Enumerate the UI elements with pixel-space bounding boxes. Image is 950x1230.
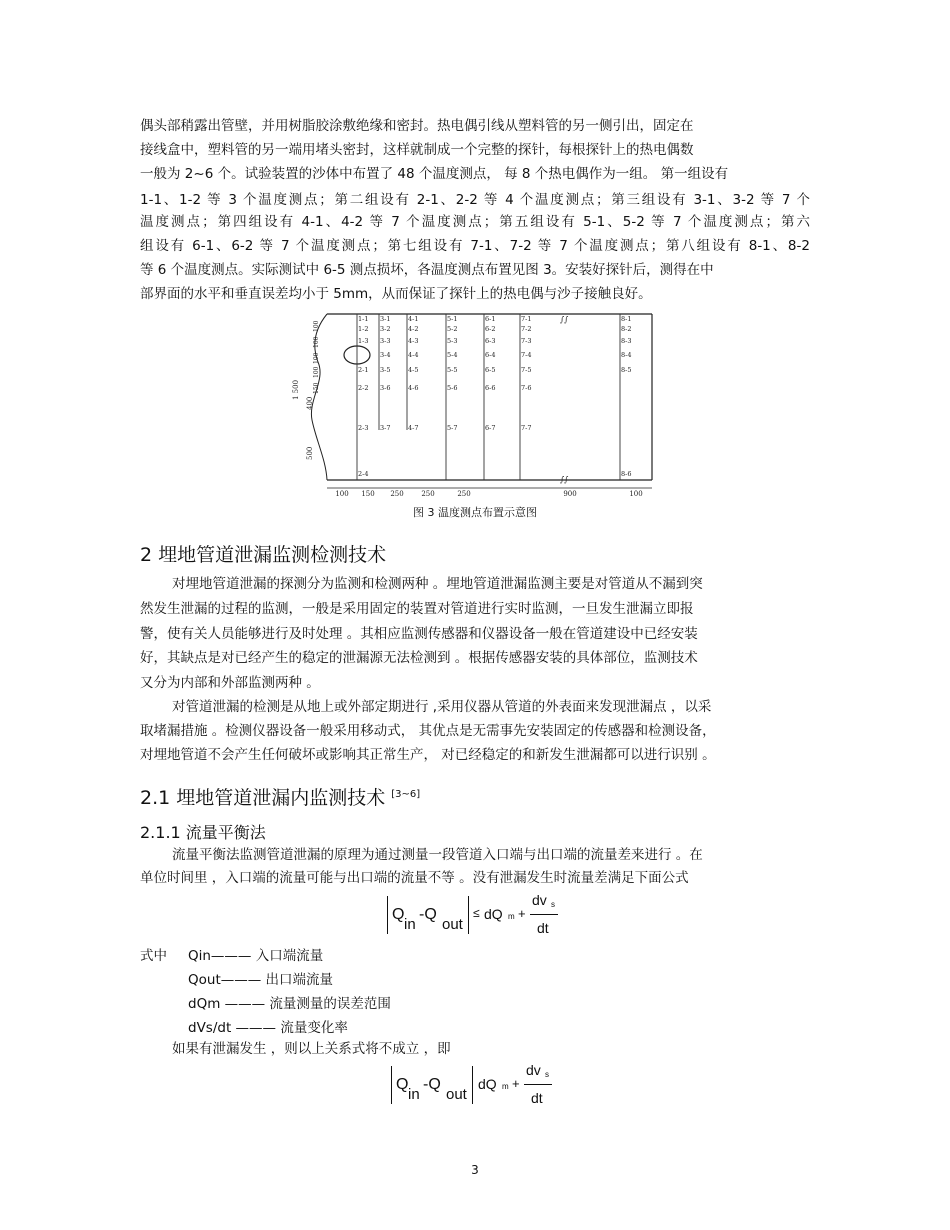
eq-num: dv	[532, 892, 547, 908]
definition: dQm ——— 流量测量的误差范围	[188, 996, 391, 1012]
point-label: 4-4	[408, 351, 419, 359]
point-label: 4-5	[408, 366, 419, 374]
dim-label: 150	[361, 490, 375, 498]
text-line: 又分为内部和外部监测两种 。	[140, 675, 320, 691]
point-label: 1-3	[358, 337, 369, 345]
dim-label: 150	[313, 382, 320, 394]
point-label: 3-2	[380, 325, 391, 333]
eq-dq: dQ	[484, 906, 503, 922]
text-line: 单位时间里 ，入口端的流量可能与出口端的流量不等 。没有泄漏发生时流量差满足下面公式	[140, 870, 689, 886]
definition: dVs/dt ——— 流量变化率	[188, 1020, 348, 1036]
equation-2	[388, 1062, 588, 1112]
point-label: 4-2	[408, 325, 419, 333]
point-label: 8-3	[621, 337, 632, 345]
point-label: 5-1	[447, 315, 458, 323]
point-label: 5-2	[447, 325, 458, 333]
section-heading: 2 埋地管道泄漏监测检测技术	[140, 544, 387, 566]
point-label: 6-7	[485, 424, 496, 432]
point-label: 4-3	[408, 337, 419, 345]
text-line: 好，其缺点是对已经产生的稳定的泄漏源无法检测到 。根据传感器安装的具体部位，监测技术	[140, 650, 698, 666]
eq-minus-q: -Q	[419, 906, 437, 923]
text-line: 取堵漏措施 。检测仪器设备一般采用移动式， 其优点是无需事先安装固定的传感器和检测设备，	[140, 723, 716, 739]
intro-line: 等 6 个温度测点。实际测试中 6-5 测点损坏，各温度测点布置见图 3。安装好探针后，测得在中	[140, 262, 714, 278]
dim-label: 100	[313, 366, 320, 378]
point-label: 3-5	[380, 366, 391, 374]
point-label: 3-7	[380, 424, 391, 432]
point-label: 6-5	[485, 366, 496, 374]
eq-sub-out: out	[446, 1086, 467, 1103]
eq-sub-s: s	[551, 900, 555, 909]
point-label: 2-3	[358, 424, 369, 432]
dim-label: 100	[335, 490, 349, 498]
point-label: 8-2	[621, 325, 632, 333]
point-label: 6-1	[485, 315, 496, 323]
eq-q: Q	[396, 1076, 409, 1093]
point-label: 3-1	[380, 315, 391, 323]
point-label: 3-6	[380, 384, 391, 392]
point-label: 4-6	[408, 384, 419, 392]
intro-line: 接线盒中，塑料管的另一端用堵头密封，这样就制成一个完整的探针，每根探针上的热电偶数	[140, 142, 694, 158]
point-label: 7-3	[521, 337, 532, 345]
eq-sub-m: m	[502, 1082, 509, 1091]
dim-label: 1 500	[292, 379, 300, 400]
eq-dq: dQ	[478, 1076, 497, 1092]
svg-text:∫∫: ∫∫	[560, 315, 569, 324]
dim-label: 250	[457, 490, 471, 498]
point-label: 3-4	[380, 351, 391, 359]
point-label: 5-4	[447, 351, 458, 359]
subsection-heading: 2.1.1 流量平衡法	[140, 823, 266, 842]
point-label: 5-6	[447, 384, 458, 392]
dim-label: 250	[421, 490, 435, 498]
eq-sub-in: in	[404, 916, 416, 933]
svg-text:∫∫: ∫∫	[560, 475, 569, 484]
point-label: 6-2	[485, 325, 496, 333]
definition: Qin——— 入口端流量	[188, 948, 324, 964]
point-label: 7-7	[521, 424, 532, 432]
figure-3-diagram	[292, 310, 662, 500]
dim-label: 400	[306, 396, 314, 410]
point-label: 6-3	[485, 337, 496, 345]
definition: Qout——— 出口端流量	[188, 972, 334, 988]
point-label: 7-2	[521, 325, 532, 333]
point-label: 7-1	[521, 315, 532, 323]
equation-1	[384, 892, 584, 942]
eq-q: Q	[392, 906, 405, 923]
eq-sub-s: s	[545, 1070, 549, 1079]
point-label: 8-4	[621, 351, 632, 359]
dim-label: 900	[563, 490, 577, 498]
eq-den: dt	[531, 1090, 543, 1106]
section-heading	[140, 783, 420, 810]
point-label: 4-1	[408, 315, 419, 323]
point-label: 3-3	[380, 337, 391, 345]
point-label: 1-1	[358, 315, 369, 323]
figure-caption: 图 3 温度测点布置示意图	[413, 506, 537, 519]
eq-sub-m: m	[508, 912, 515, 921]
text-line: 警，使有关人员能够进行及时处理 。其相应监测传感器和仪器设备一般在管道建设中已经安装	[140, 626, 698, 642]
dim-label: 100	[313, 320, 320, 332]
dim-label: 100	[313, 336, 320, 348]
intro-line: 部界面的水平和垂直误差均小于 5mm，从而保证了探针上的热电偶与沙子接触良好。	[140, 286, 652, 302]
point-label: 8-1	[621, 315, 632, 323]
eq-minus-q: -Q	[423, 1076, 441, 1093]
point-label: 7-5	[521, 366, 532, 374]
intro-line: 组设有 6-1、6-2 等 7 个温度测点；第七组设有 7-1、7-2 等 7 个温度测点；第八组设有 8-1、8-2	[140, 238, 810, 254]
citation: [3~6]	[391, 788, 421, 800]
dim-label: 250	[390, 490, 404, 498]
point-label: 5-3	[447, 337, 458, 345]
eq-den: dt	[537, 920, 549, 936]
eq-num: dv	[526, 1062, 541, 1078]
point-label: 6-6	[485, 384, 496, 392]
section-title: 2.1 埋地管道泄漏内监测技术	[140, 787, 386, 809]
text-line: 对埋地管道泄漏的探测分为监测和检测两种 。埋地管道泄漏监测主要是对管道从不漏到突	[172, 576, 703, 592]
point-label: 5-5	[447, 366, 458, 374]
point-label: 7-4	[521, 351, 532, 359]
point-label: 2-2	[358, 384, 369, 392]
point-label: 2-1	[358, 366, 369, 374]
eq-le: ≤	[473, 906, 480, 920]
dim-label: 100	[629, 490, 643, 498]
intro-line: 一般为 2~6 个。试验装置的沙体中布置了 48 个温度测点， 每 8 个热电偶作为一组。 第一组设有	[140, 166, 729, 182]
point-label: 1-2	[358, 325, 369, 333]
point-label: 7-6	[521, 384, 532, 392]
text-line: 对埋地管道不会产生任何破坏或影响其正常生产， 对已经稳定的和新发生泄漏都可以进行识别 。	[140, 747, 716, 763]
eq-sub-out: out	[442, 916, 463, 933]
intro-line: 偶头部稍露出管壁，并用树脂胶涂敷绝缘和密封。热电偶引线从塑料管的另一侧引出，固定在	[140, 118, 694, 134]
text-line: 流量平衡法监测管道泄漏的原理为通过测量一段管道入口端与出口端的流量差来进行 。在	[172, 847, 703, 863]
point-label: 6-4	[485, 351, 496, 359]
text-line: 如果有泄漏发生 ，则以上关系式将不成立 ，即	[172, 1041, 451, 1057]
text-line: 对管道泄漏的检测是从地上或外部定期进行 ,采用仪器从管道的外表面来发现泄漏点 ，以采	[172, 699, 712, 715]
text-line: 然发生泄漏的过程的监测，一般是采用固定的装置对管道进行实时监测，一旦发生泄漏立即报	[140, 601, 694, 617]
dim-label: 500	[306, 446, 314, 460]
point-label: 8-5	[621, 366, 632, 374]
eq-plus: +	[518, 906, 526, 921]
page-number: 3	[471, 1163, 479, 1177]
dim-label: 100	[313, 352, 320, 364]
eq-plus: +	[512, 1076, 520, 1091]
point-label: 5-7	[447, 424, 458, 432]
eq-sub-in: in	[408, 1086, 420, 1103]
point-label: 8-6	[621, 470, 632, 478]
intro-line: 温度测点；第四组设有 4-1、4-2 等 7 个温度测点；第五组设有 5-1、5-2 等 7 个温度测点；第六	[140, 214, 810, 230]
intro-line: 1-1、1-2 等 3 个温度测点；第二组设有 2-1、2-2 等 4 个温度测点；第三组设有 3-1、3-2 等 7 个	[140, 192, 810, 208]
point-label: 2-4	[358, 470, 369, 478]
where-label: 式中	[140, 948, 167, 964]
point-label: 4-7	[408, 424, 419, 432]
